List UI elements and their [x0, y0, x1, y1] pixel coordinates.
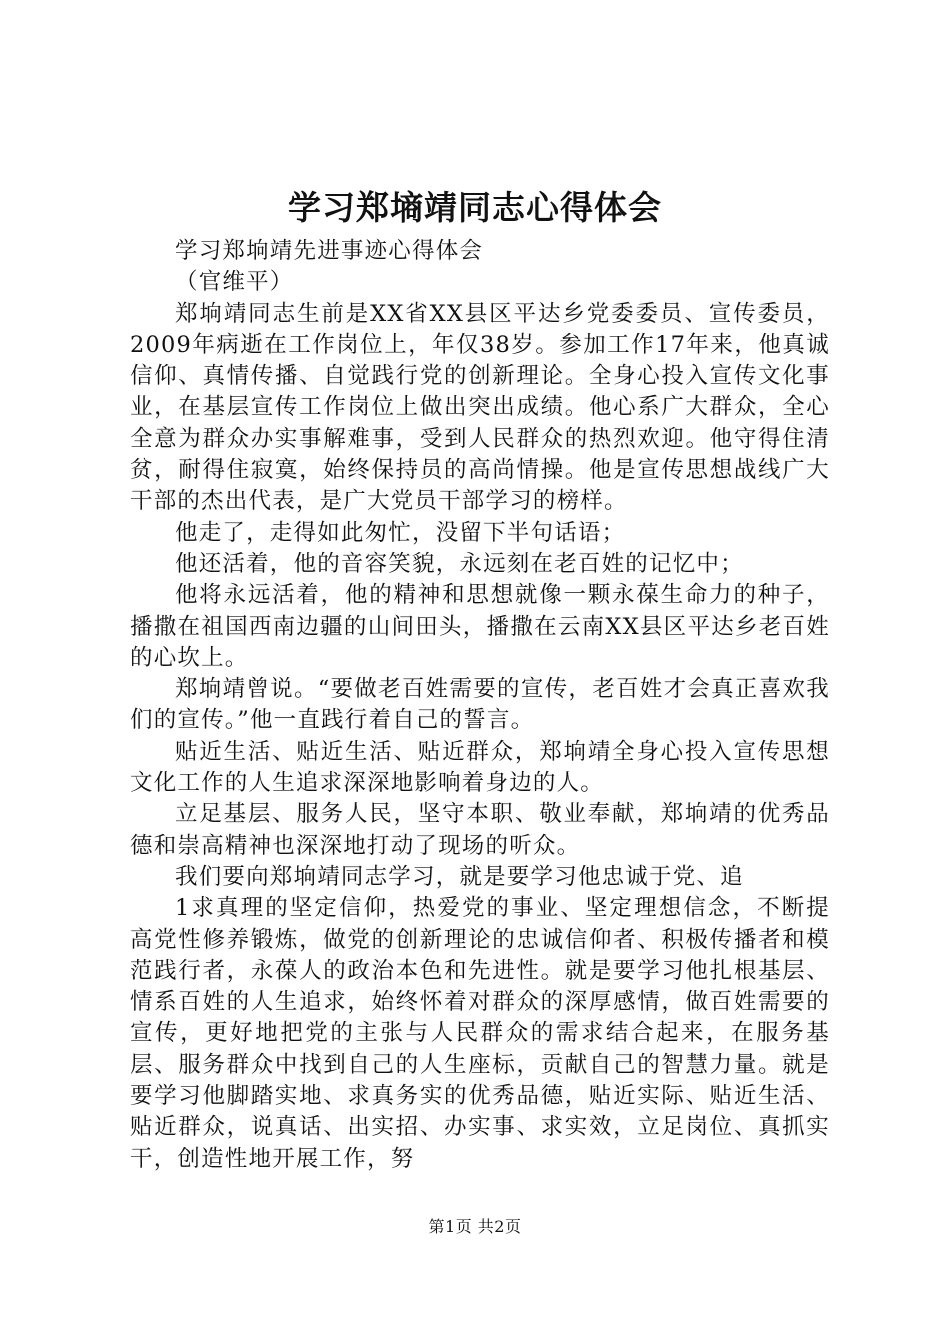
- paragraph-intro: 郑垧靖同志生前是XX省XX县区平达乡党委委员、宣传委员，2009年病逝在工作岗位上，年仅38岁。参加工作17年来，他真诚信仰、真情传播、自觉践行党的创新理论。全身心投入宣传文化事业，在基层宣传工作岗位上做出突出成绩。他心系广大群众，全心全意为群众办实事解难事，受到人民群众的热烈欢迎。他守得住清贫，耐得住寂寞，始终保持员的高尚情操。他是宣传思想战线广大干部的杰出代表，是广大党员干部学习的榜样。: [130, 300, 830, 515]
- paragraph-influence: 贴近生活、贴近生活、贴近群众，郑垧靖全身心投入宣传思想文化工作的人生追求深深地影响着身边的人。: [130, 738, 830, 797]
- paragraph-quote: 郑垧靖曾说。“要做老百姓需要的宣传，老百姓才会真正喜欢我们的宣传。”他一直践行着自己的誓言。: [130, 676, 830, 734]
- paragraph-forever: 他将永远活着，他的精神和思想就像一颗永葆生命力的种子，播撒在祖国西南边疆的山间田头，播撒在云南XX县区平达乡老百姓的心坎上。: [130, 582, 830, 671]
- paragraph-left: 他走了，走得如此匆忙，没留下半句话语；: [175, 519, 626, 546]
- paragraph-alive: 他还活着，他的音容笑貌，永远刻在老百姓的记忆中；: [175, 550, 744, 577]
- paragraph-continued: 1求真理的坚定信仰，热爱党的事业、坚定理想信念，不断提高党性修养锻炼，做党的创新理论的忠诚信仰者、积极传播者和模范践行者，永葆人的政治本色和先进性。就是要学习他扎根基层、情系百姓的人生追求，始终怀着对群众的深厚感情，做百姓需要的宣传，更好地把党的主张与人民群众的需求结合起来，在服务基层、服务群众中找到自己的人生座标，贡献自己的智慧力量。就是要学习他脚踏实地、求真务实的优秀品德，贴近实际、贴近生活、贴近群众，说真话、出实招、办实事、求实效，立足岗位、真抓实干，创造性地开展工作，努: [130, 895, 830, 1172]
- paragraph-subtitle: 学习郑垧靖先进事迹心得体会: [175, 238, 484, 264]
- paragraph-author: （官维平）: [175, 269, 294, 296]
- document-title: 学习郑墒靖同志心得体会: [288, 188, 662, 227]
- page-number-footer: 第1页 共2页: [428, 1217, 522, 1236]
- document-body: [130, 236, 830, 1175]
- paragraph-learn: 我们要向郑垧靖同志学习，就是要学习他忠诚于党、追: [175, 863, 744, 890]
- paragraph-moved: 立足基层、服务人民，坚守本职、敬业奉献，郑垧靖的优秀品德和崇高精神也深深地打动了现场的听众。: [130, 801, 830, 859]
